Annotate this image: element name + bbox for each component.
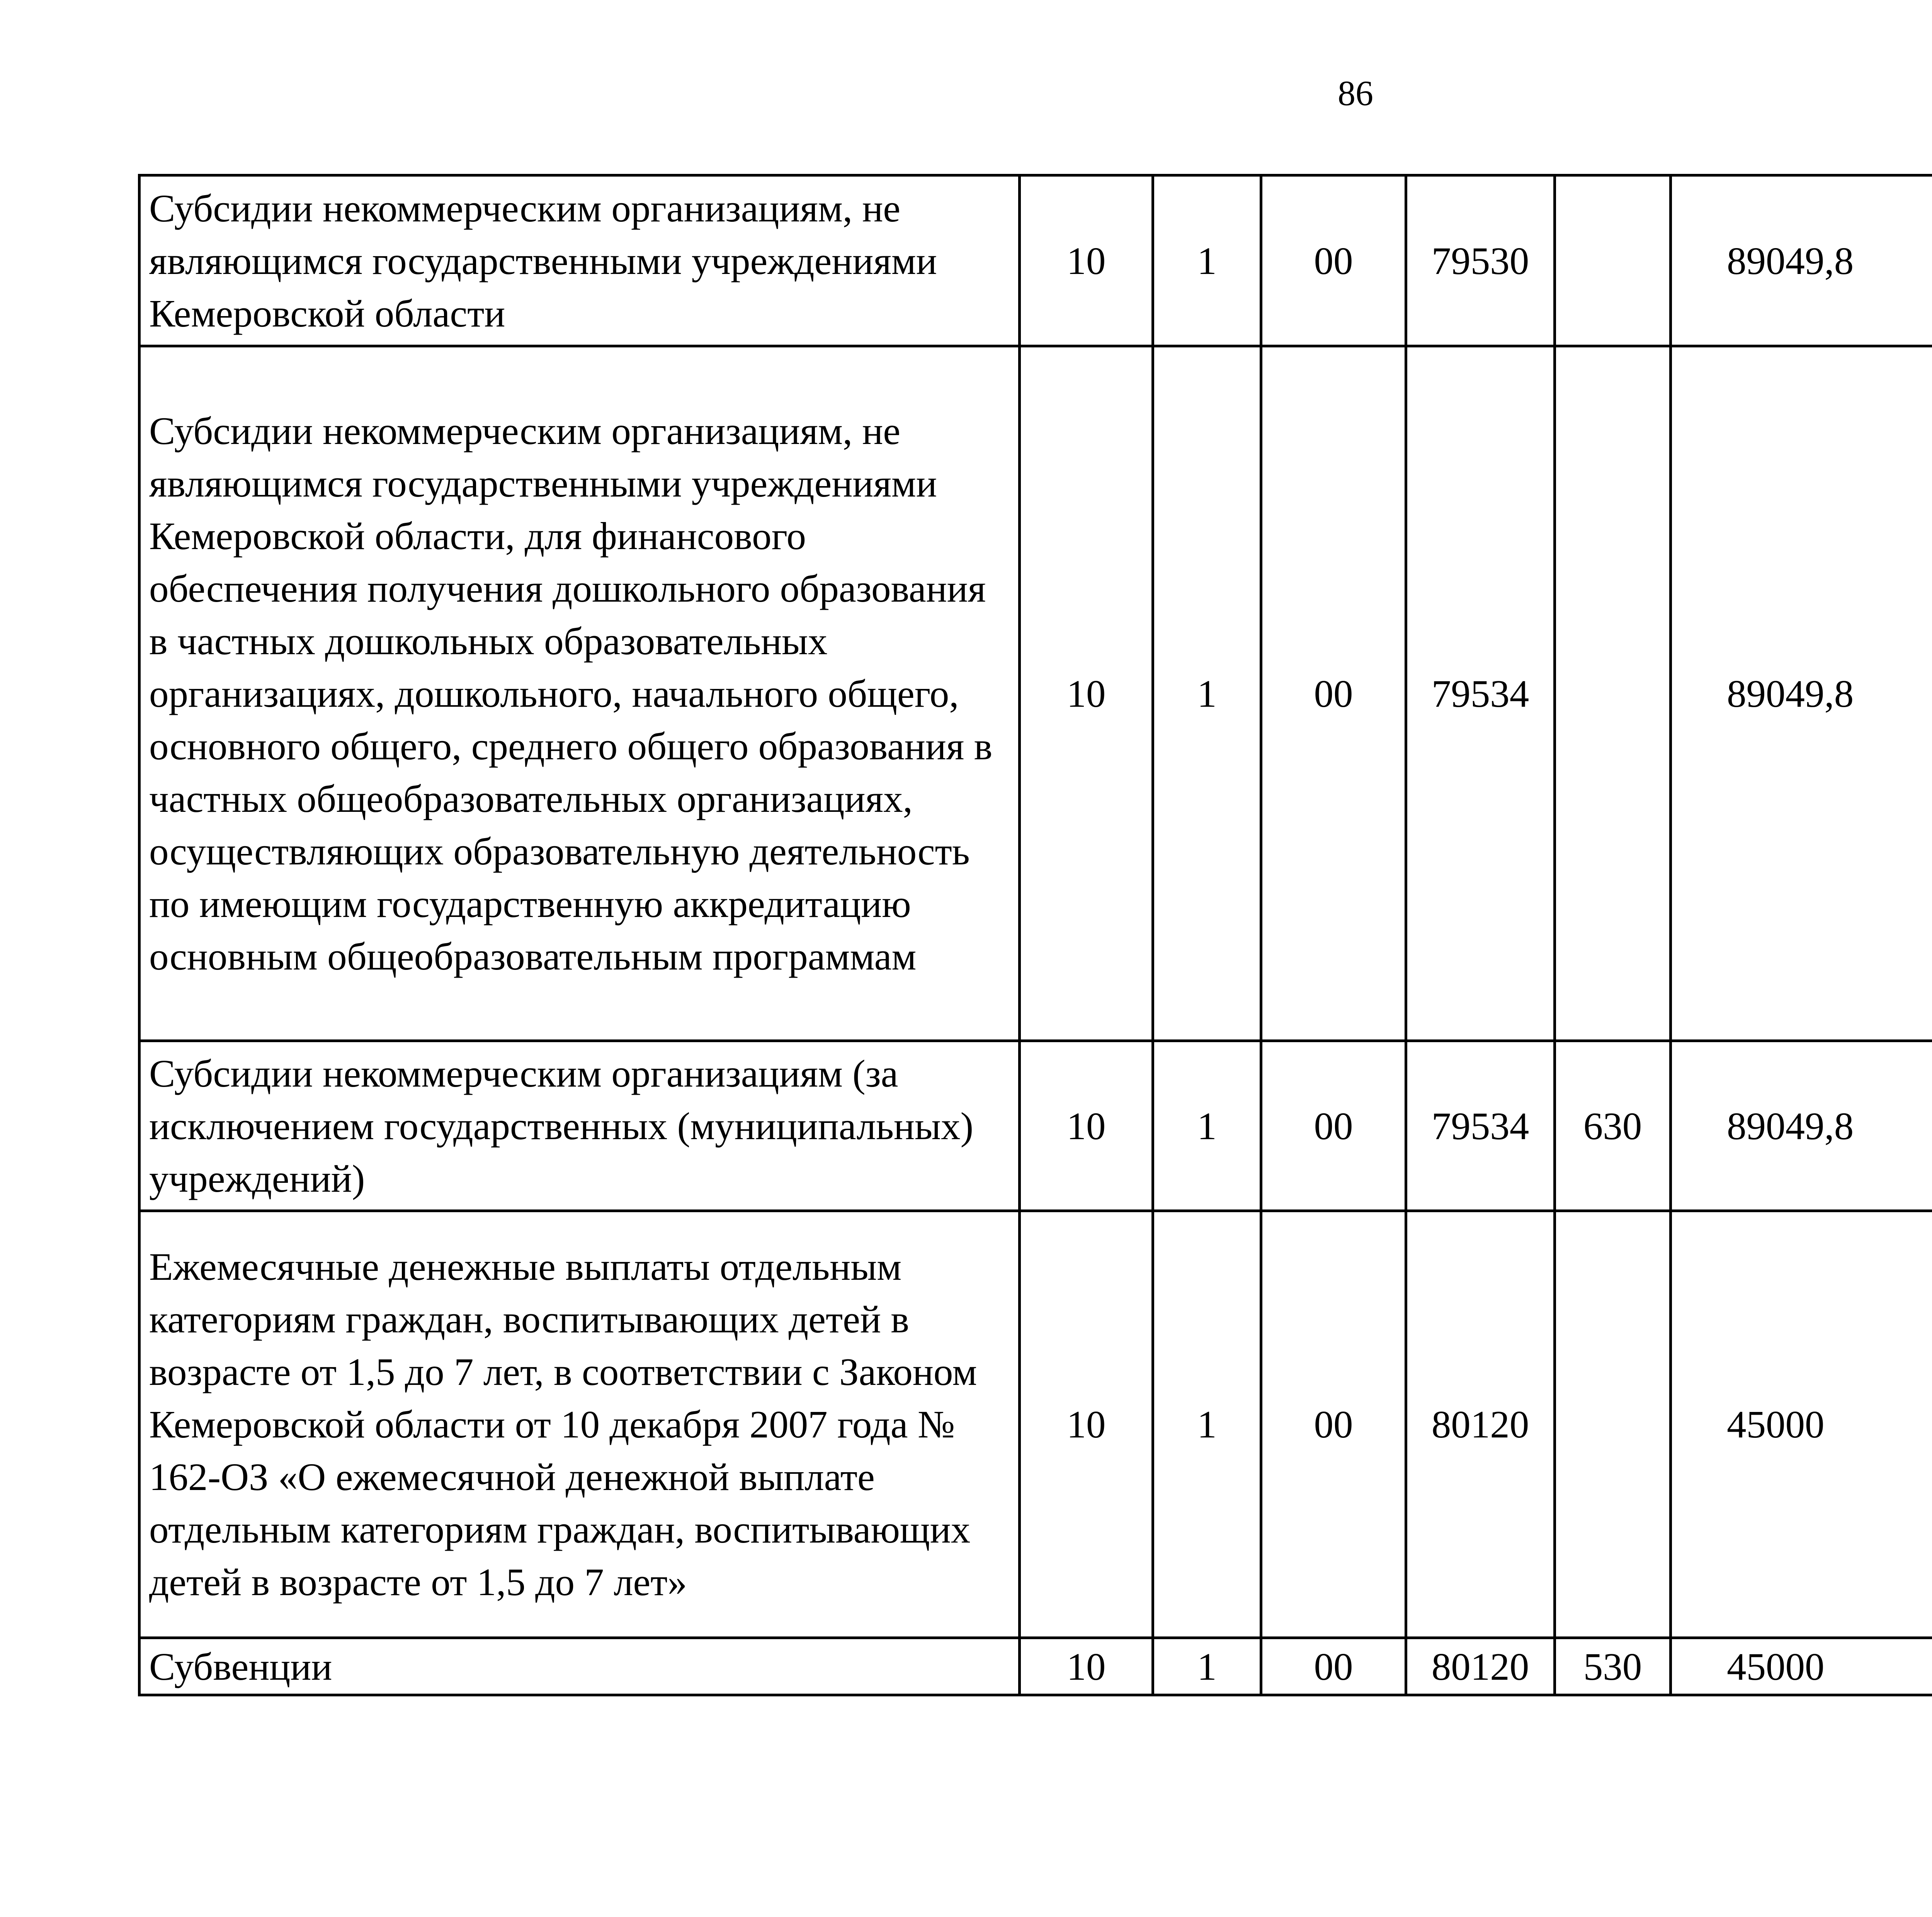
- direction-code: 79530: [1406, 175, 1555, 346]
- program-code: 1: [1153, 1041, 1261, 1211]
- program-code: 1: [1153, 175, 1261, 346]
- subprogram-code: 00: [1261, 1211, 1406, 1638]
- budget-table: [138, 174, 1932, 1696]
- table-row: [139, 346, 1932, 1041]
- row-name: Субсидии некоммерческим организациям (за исключением государственных (муниципальных) учреждений): [139, 1041, 1020, 1211]
- expense-type-code: 530: [1555, 1638, 1671, 1695]
- section-code: 10: [1020, 1211, 1153, 1638]
- direction-code: 79534: [1406, 1041, 1555, 1211]
- row-name: Субвенции: [139, 1638, 1020, 1695]
- expense-type-code: [1555, 175, 1671, 346]
- table-row: [139, 1041, 1932, 1211]
- section-code: 10: [1020, 175, 1153, 346]
- expense-type-code: [1555, 346, 1671, 1041]
- page-number: 86: [1338, 73, 1373, 113]
- row-name: Субсидии некоммерческим организациям, не являющимся государственными учреждениями Кемеровской области, для финансового обеспечения получения дошкольного образования в частных дошкольных образовательных организациях, дошкольного, начального общего, основного общего, среднего общего образования в частных общеобразовательных организациях, осуществляющих образовательную деятельность по имеющим государственную аккредитацию основным общеобразовательным программам: [139, 346, 1020, 1041]
- table-row: [139, 1211, 1932, 1638]
- section-code: 10: [1020, 1041, 1153, 1211]
- table-row: [139, 175, 1932, 346]
- section-code: 10: [1020, 1638, 1153, 1695]
- program-code: 1: [1153, 346, 1261, 1041]
- sum-year-1: 89049,8: [1671, 346, 1932, 1041]
- expense-type-code: 630: [1555, 1041, 1671, 1211]
- subprogram-code: 00: [1261, 1041, 1406, 1211]
- row-name: Ежемесячные денежные выплаты отдельным категориям граждан, воспитывающих детей в возрасте от 1,5 до 7 лет, в соответствии с Законом Кемеровской области от 10 декабря 2007 года № 162-ОЗ «О ежемесячной денежной выплате отдельным категориям граждан, воспитывающих детей в возрасте от 1,5 до 7 лет»: [139, 1211, 1020, 1638]
- program-code: 1: [1153, 1638, 1261, 1695]
- sum-year-1: 89049,8: [1671, 1041, 1932, 1211]
- expense-type-code: [1555, 1211, 1671, 1638]
- direction-code: 79534: [1406, 346, 1555, 1041]
- direction-code: 80120: [1406, 1211, 1555, 1638]
- subprogram-code: 00: [1261, 1638, 1406, 1695]
- sum-year-1: 45000: [1671, 1638, 1932, 1695]
- row-name: Субсидии некоммерческим организациям, не являющимся государственными учреждениями Кемеровской области: [139, 175, 1020, 346]
- direction-code: 80120: [1406, 1638, 1555, 1695]
- program-code: 1: [1153, 1211, 1261, 1638]
- subprogram-code: 00: [1261, 346, 1406, 1041]
- subprogram-code: 00: [1261, 175, 1406, 346]
- section-code: 10: [1020, 346, 1153, 1041]
- sum-year-1: 45000: [1671, 1211, 1932, 1638]
- sum-year-1: 89049,8: [1671, 175, 1932, 346]
- table-row: [139, 1638, 1932, 1695]
